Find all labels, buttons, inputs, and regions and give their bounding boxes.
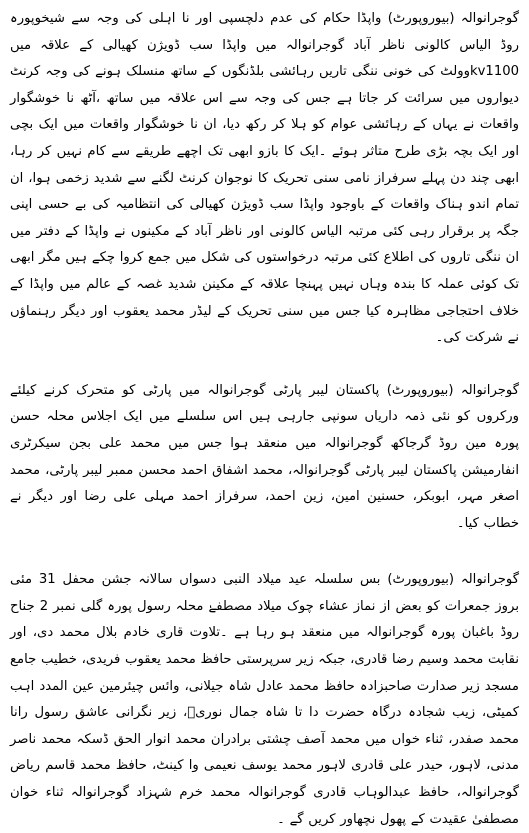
news-article-electric-wires: گوجرانوالہ (بیوروپورٹ) واپڈا حکام کی عدم دلچسپی اور نا اہلی کی وجہ سے شیخوپورہ روڈ الیاس کالونی ناظر آباد گوجرانوالہ میں واپڈا سب ڈویژن کھیالی کے علاقہ میں kv1100وولٹ کی خونی ننگی تاریں رہائشی بلڈنگوں کے ساتھ منسلک ہونے کی وجہ کرنٹ دیواروں میں سرائت کر جاتا ہے جس کی وجہ سے اس علاقہ میں ساتھ ،آٹھ نا خوشگوار واقعات نے یہاں کے رہائشی عوام کو ہلا کر رکھ دیا، ان نا خوشگوار واقعات میں ایک بچی اور ایک بچہ بڑی طرح متاثر ہوئے ۔ایک کا بازو ابھی تک اچھے طریقے سے کام نہیں کر رہا، ابھی چند دن پہلے سرفراز نامی سنی تحریک کا نوجوان کرنٹ لگنے سے شدید زخمی ہوا، ان تمام اندو ہناک واقعات کے باوجود واپڈا سب ڈویژن کھیالی کی انتظامیہ کی بے حسی اپنی جگہ پر برقرار رہی کئی مرتبہ الیاس کالونی اور ناظر آباد کے مکینوں نے واپڈا کے دفتر میں ان ننگی تاروں کی اطلاع کئی مرتبہ درخواستوں کی شکل میں جمع کروا چکے ہیں مگر ابھی تک کوئی عملہ کا بندہ وہاں نہیں پہنچا علاقہ کے مکینن شدید غصہ کے عالم میں واپڈا کے خلاف احتجاجی مظاہرہ کیا جس میں سنی تحریک کے لیڈر محمد یعقوب اور دیگر رہنماؤں نے شرکت کی۔ [10,11,519,346]
news-article-milad-event: گوجرانوالہ (بیوروپورٹ) بس سلسلہ عید میلاد النبی دسواں سالانہ جشن محفل 31 مئی بروز جمعرات کو بعض از نماز عشاء چوک میلاد مصطفےٰ محلہ رسول پورہ گلی نمبر 2 جناح روڈ باغبان پورہ گوجرانوالہ میں منعقد ہو رہا ہے ۔تلاوت قاری خادم بلال محمد دی، اور نقابت محمد وسیم رضا قادری، جبکہ زیر سرپرستی حافظ محمد یعقوب فریدی، خطیب جامع مسجد زیر صدارت صاحبزادہ حافظ محمد عادل شاہ جیلانی، وائس چیئرمین عین المدد اہب کمیٹی، زیب شجادہ درگاہ حضرت دا تا شاہ جمال نوریؒ، زیر نگرانی عاشق رسول رانا محمد صفدر، ثناء خواں میں محمد آصف چشتی برادران محمد انوار الحق ڈسکہ محمد ناصر مدنی، لاہور، حیدر علی قادری لاہور محمد یوسف نعیمی وا کینٹ، حافظ محمد قاسم ریاض گوجرانوالہ، حافظ عبدالوہاب قادری گوجرانوالہ محمد خرم شہزاد گوجرانوالہ ثناء خوان مصطفیٰ عقیدت کے پھول نچھاور کریں گے ۔ [10,572,519,827]
news-article-labour-party: گوجرانوالہ (بیوروپورٹ) پاکستان لیبر پارٹی گوجرانوالہ میں پارٹی کو متحرک کرنے کیلئے ورکروں کو نئی ذمہ داریاں سونپی جارہی ہیں اس سلسلے میں ایک اجلاس محلہ حسن پورہ مین روڈ گرجاکھ گوجرانوالہ میں منعقد ہوا جس میں محمد علی بجن سیکرٹری انفارمیشن پاکستان لیبر پارٹی گوجرانوالہ، محمد اشفاق احمد محسن ممبر لیبر پارٹی، محمد اصغر مہر، ابوبکر، حسنین امین، زین احمد، سرفراز احمد مہلی علی رضا اور دیگر نے خطاب کیا۔ [10,382,519,531]
